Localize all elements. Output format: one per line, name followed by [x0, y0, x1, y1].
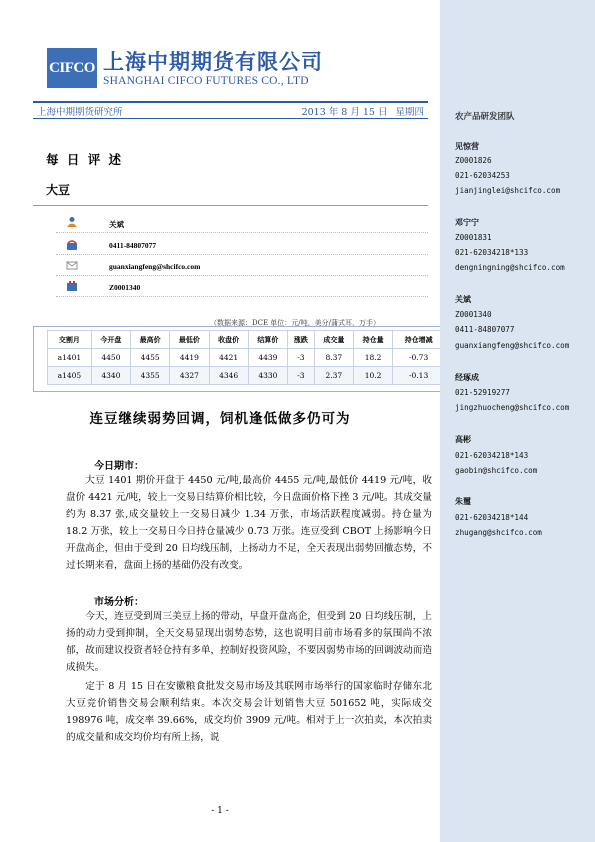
member-name: 邓宁宁 [455, 218, 479, 227]
report-date [294, 104, 424, 118]
sidebar-team-title: 农产品研发团队 [455, 112, 515, 122]
member-info: Z0001826 [455, 156, 492, 165]
contact-phone: 0411-84807077 [109, 241, 157, 250]
divider [56, 275, 428, 276]
col-header: 持仓量 [353, 331, 392, 349]
table-cell: a1401 [48, 349, 92, 367]
col-header: 交割月 [48, 331, 92, 349]
divider [56, 232, 428, 233]
divider [56, 254, 428, 255]
sidebar [440, 0, 595, 842]
paragraph-analysis: 今天，连豆受到周三美豆上扬的带动，早盘开盘高企，但受到 20 日均线压制，上扬的动力受到抑制，全天交易显现出弱势态势，这也说明目前市场看多的氛围尚不浓郁，故而建议投资者轻仓持有多单，控制好投资风险，不要因弱势市场的回调波动而造成损失。 [66, 611, 432, 673]
member-email: dengningning@shcifco.com [455, 263, 565, 272]
table-cell: 4340 [91, 367, 130, 385]
col-header: 收盘价 [209, 331, 248, 349]
date-text: 2013 年 8 月 15 日 [301, 107, 388, 118]
divider [33, 205, 428, 206]
contact-name: 关斌 [109, 220, 124, 229]
member-info: 0411-84807077 [455, 325, 515, 334]
member-info: 021-52919277 [455, 388, 510, 397]
table-cell: 4450 [91, 349, 130, 367]
table-cell: 4330 [248, 367, 287, 385]
col-header: 持仓增减 [393, 331, 445, 349]
article-headline: 连豆继续弱势回调，饲机逢低做多仍可为 [89, 411, 351, 427]
col-header: 结算价 [248, 331, 287, 349]
section-label-analysis: 市场分析： [94, 597, 144, 608]
member-info: Z0001340 [455, 310, 492, 319]
table-cell: -0.13 [393, 367, 445, 385]
company-name-en: SHANGHAI CIFCO FUTURES CO., LTD [103, 75, 309, 87]
col-header: 最高价 [131, 331, 170, 349]
page-number: - 1 - [211, 806, 229, 816]
table-header-row [48, 331, 445, 349]
weekday-text: 星期四 [395, 107, 424, 118]
col-header: 成交量 [314, 331, 353, 349]
member-name: 经琢成 [455, 373, 479, 382]
table-cell: 2.37 [314, 367, 353, 385]
member-email: zhugang@shcifco.com [455, 528, 542, 537]
member-email: jingzhuocheng@shcifco.com [455, 403, 570, 412]
col-header: 今开盘 [91, 331, 130, 349]
member-email: jianjinglei@shcifco.com [455, 186, 561, 195]
paragraph-auction: 定于 8 月 15 日在安徽粮食批发交易市场及其联网市场举行的国家临时存储东北大豆竞价销售交易会顺利结束。本次交易会计划销售大豆 501652 吨，实际成交 198976 吨，成交率 39.66%，成交均价 3909 元/吨。相对于上一次拍卖，本次拍卖的成交量和成交均价均有所上扬，说 [66, 681, 432, 743]
table-cell: 4455 [131, 349, 170, 367]
table-cell: -0.73 [393, 349, 445, 367]
member-info: 021-62034218*144 [455, 513, 529, 522]
member-email: gaobin@shcifco.com [455, 466, 538, 475]
person-icon [66, 216, 78, 228]
member-info: 021-62034218*133 [455, 248, 529, 257]
member-name: 见惊营 [455, 142, 479, 151]
member-email: guanxiangfeng@shcifco.com [455, 341, 570, 350]
section-label-today: 今日期市： [94, 461, 144, 472]
market-data-table [47, 330, 445, 385]
member-info: Z0001831 [455, 233, 492, 242]
col-header: 最低价 [170, 331, 209, 349]
divider [56, 296, 428, 297]
mail-icon [66, 259, 78, 271]
company-logo: CIFCO [47, 48, 97, 88]
table-cell: 4346 [209, 367, 248, 385]
commodity-title: 大豆 [46, 183, 71, 197]
table-row [48, 349, 445, 367]
table-cell: 4327 [170, 367, 209, 385]
table-cell: 4419 [170, 349, 209, 367]
paragraph-today: 大豆 1401 期价开盘于 4450 元/吨,最高价 4455 元/吨,最低价 4419 元/吨，收盘价 4421 元/吨，较上一交易日结算价相比较，今日盘面价格下挫 3 元/吨。其成交量约为 8.37 张,成交量较上一交易日减少 1.34 万张，市场活跃程度减弱。持仓量为 18.2 万张，较上一交易日今日持仓量减少 0.73 万张。连豆受到 CBOT 上扬影响今日开盘高企，但由于受到 20 日均线压制，上扬动力不足，全天表现出弱势回撤态势，不过长期来看，盘面上扬的基础仍没有改变。 [66, 475, 432, 571]
phone-icon [66, 239, 78, 251]
member-info: 021-62034253 [455, 171, 510, 180]
table-row [48, 367, 445, 385]
member-name: 高彬 [455, 435, 471, 444]
table-cell: 4439 [248, 349, 287, 367]
table-cell: 10.2 [353, 367, 392, 385]
member-name: 关斌 [455, 295, 471, 304]
table-cell: 4355 [131, 367, 170, 385]
member-info: 021-62034218*143 [455, 451, 529, 460]
table-cell: a1405 [48, 367, 92, 385]
company-name-cn: 上海中期期货有限公司 [103, 50, 323, 74]
table-cell: -3 [287, 367, 314, 385]
report-title: 每 日 评 述 [46, 152, 124, 167]
table-source-note: （数据来源：DCE 单位：元/吨，美分/蒲式耳，万手） [210, 319, 381, 327]
license-icon [66, 280, 78, 292]
contact-email: guanxiangfeng@shcifco.com [109, 262, 201, 271]
table-cell: 8.37 [314, 349, 353, 367]
member-name: 朱璽 [455, 497, 471, 506]
institute-label: 上海中期期货研究所 [37, 107, 123, 118]
col-header: 涨跌 [287, 331, 314, 349]
table-cell: 4421 [209, 349, 248, 367]
header-bar [33, 101, 428, 119]
table-cell: 18.2 [353, 349, 392, 367]
contact-license: Z0001340 [109, 283, 141, 292]
table-cell: -3 [287, 349, 314, 367]
